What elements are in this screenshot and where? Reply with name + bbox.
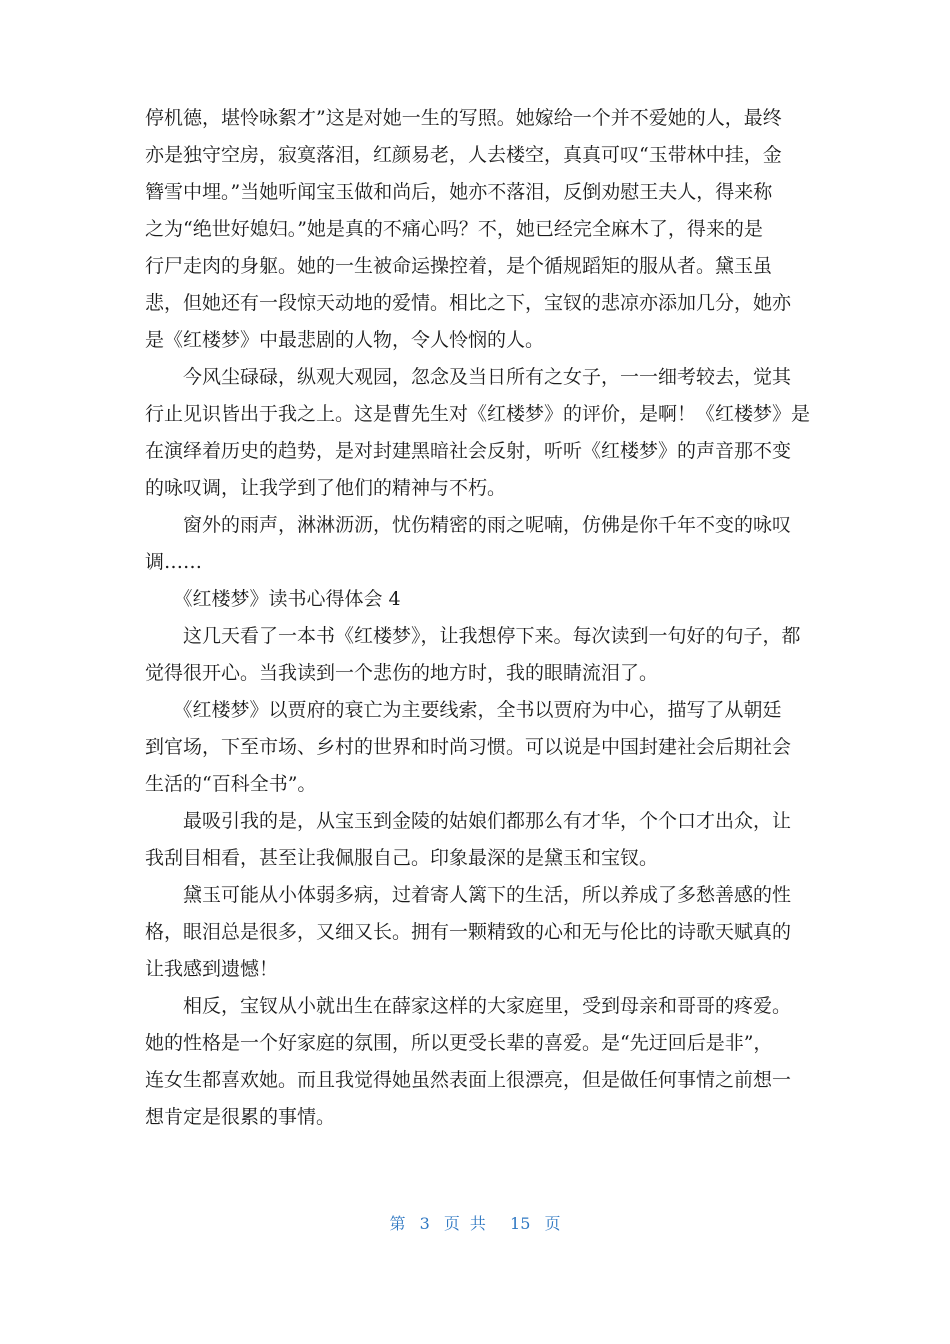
- text-line: 想肯定是很累的事情。: [145, 1106, 336, 1128]
- text-line: 我刮目相看，甚至让我佩服自己。印象最深的是黛玉和宝钗。: [145, 847, 659, 869]
- text-line: 在演绎着历史的趋势，是对封建黑暗社会反射，听听《红楼梦》的声音那不变: [145, 440, 792, 462]
- text-line: 相反，宝钗从小就出生在薛家这样的大家庭里，受到母亲和哥哥的疼爱。: [145, 995, 792, 1017]
- section-heading: 《红楼梦》读书心得体会 4: [145, 588, 401, 610]
- text-line: 格，眼泪总是很多，又细又长。拥有一颗精致的心和无与伦比的诗歌天赋真的: [145, 921, 792, 943]
- footer-prefix: 第: [389, 1214, 406, 1233]
- text-line: 行止见识皆出于我之上。这是曹先生对《红楼梦》的评价，是啊！《红楼梦》是: [145, 403, 811, 425]
- text-line: 黛玉可能从小体弱多病，过着寄人篱下的生活，所以养成了多愁善感的性: [145, 884, 792, 906]
- text-line: 停机德，堪怜咏絮才”这是对她一生的写照。她嫁给一个并不爱她的人，最终: [145, 107, 782, 129]
- text-line: 到官场，下至市场、乡村的世界和时尚习惯。可以说是中国封建社会后期社会: [145, 736, 792, 758]
- footer-middle: 页共: [443, 1214, 496, 1233]
- text-line: 的咏叹调，让我学到了他们的精神与不朽。: [145, 477, 507, 499]
- text-line: 最吸引我的是，从宝玉到金陵的姑娘们都那么有才华，个个口才出众，让: [145, 810, 792, 832]
- text-line: 觉得很开心。当我读到一个悲伤的地方时，我的眼睛流泪了。: [145, 662, 659, 684]
- text-line: 让我感到遗憾！: [145, 958, 279, 980]
- text-line: 今风尘碌碌，纵观大观园，忽念及当日所有之女子，一一细考较去，觉其: [145, 366, 792, 388]
- text-line: 这几天看了一本书《红楼梦》，让我想停下来。每次读到一句好的句子，都: [145, 625, 801, 647]
- text-line: 是《红楼梦》中最悲剧的人物，令人怜悯的人。: [145, 329, 545, 351]
- page-number-footer: [0, 1211, 950, 1234]
- total-page-count: 15: [510, 1214, 531, 1233]
- body-text: [145, 100, 811, 1136]
- text-line: 生活的“百科全书”。: [145, 773, 317, 795]
- text-line: 连女生都喜欢她。而且我觉得她虽然表面上很漂亮，但是做任何事情之前想一: [145, 1069, 792, 1091]
- text-line: 亦是独守空房，寂寞落泪，红颜易老，人去楼空，真真可叹“玉带林中挂，金: [145, 144, 782, 166]
- footer-suffix: 页: [544, 1214, 561, 1233]
- text-line: 她的性格是一个好家庭的氛围，所以更受长辈的喜爱。是“先迂回后是非”，: [145, 1032, 773, 1054]
- text-line: 《红楼梦》以贾府的衰亡为主要线索，全书以贾府为中心，描写了从朝廷: [145, 699, 782, 721]
- text-line: 行尸走肉的身躯。她的一生被命运操控着，是个循规蹈矩的服从者。黛玉虽: [145, 255, 773, 277]
- text-line: 窗外的雨声，淋淋沥沥，忧伤精密的雨之呢喃，仿佛是你千年不变的咏叹: [145, 514, 792, 536]
- text-line: 之为“绝世好媳妇。”她是真的不痛心吗？不，她已经完全麻木了，得来的是: [145, 218, 763, 240]
- text-line: 簪雪中埋。”当她听闻宝玉做和尚后，她亦不落泪，反倒劝慰王夫人，得来称: [145, 181, 773, 203]
- current-page-number: 3: [419, 1214, 430, 1233]
- text-line: 调……: [145, 551, 203, 573]
- text-line: 悲，但她还有一段惊天动地的爱情。相比之下，宝钗的悲凉亦添加几分，她亦: [145, 292, 792, 314]
